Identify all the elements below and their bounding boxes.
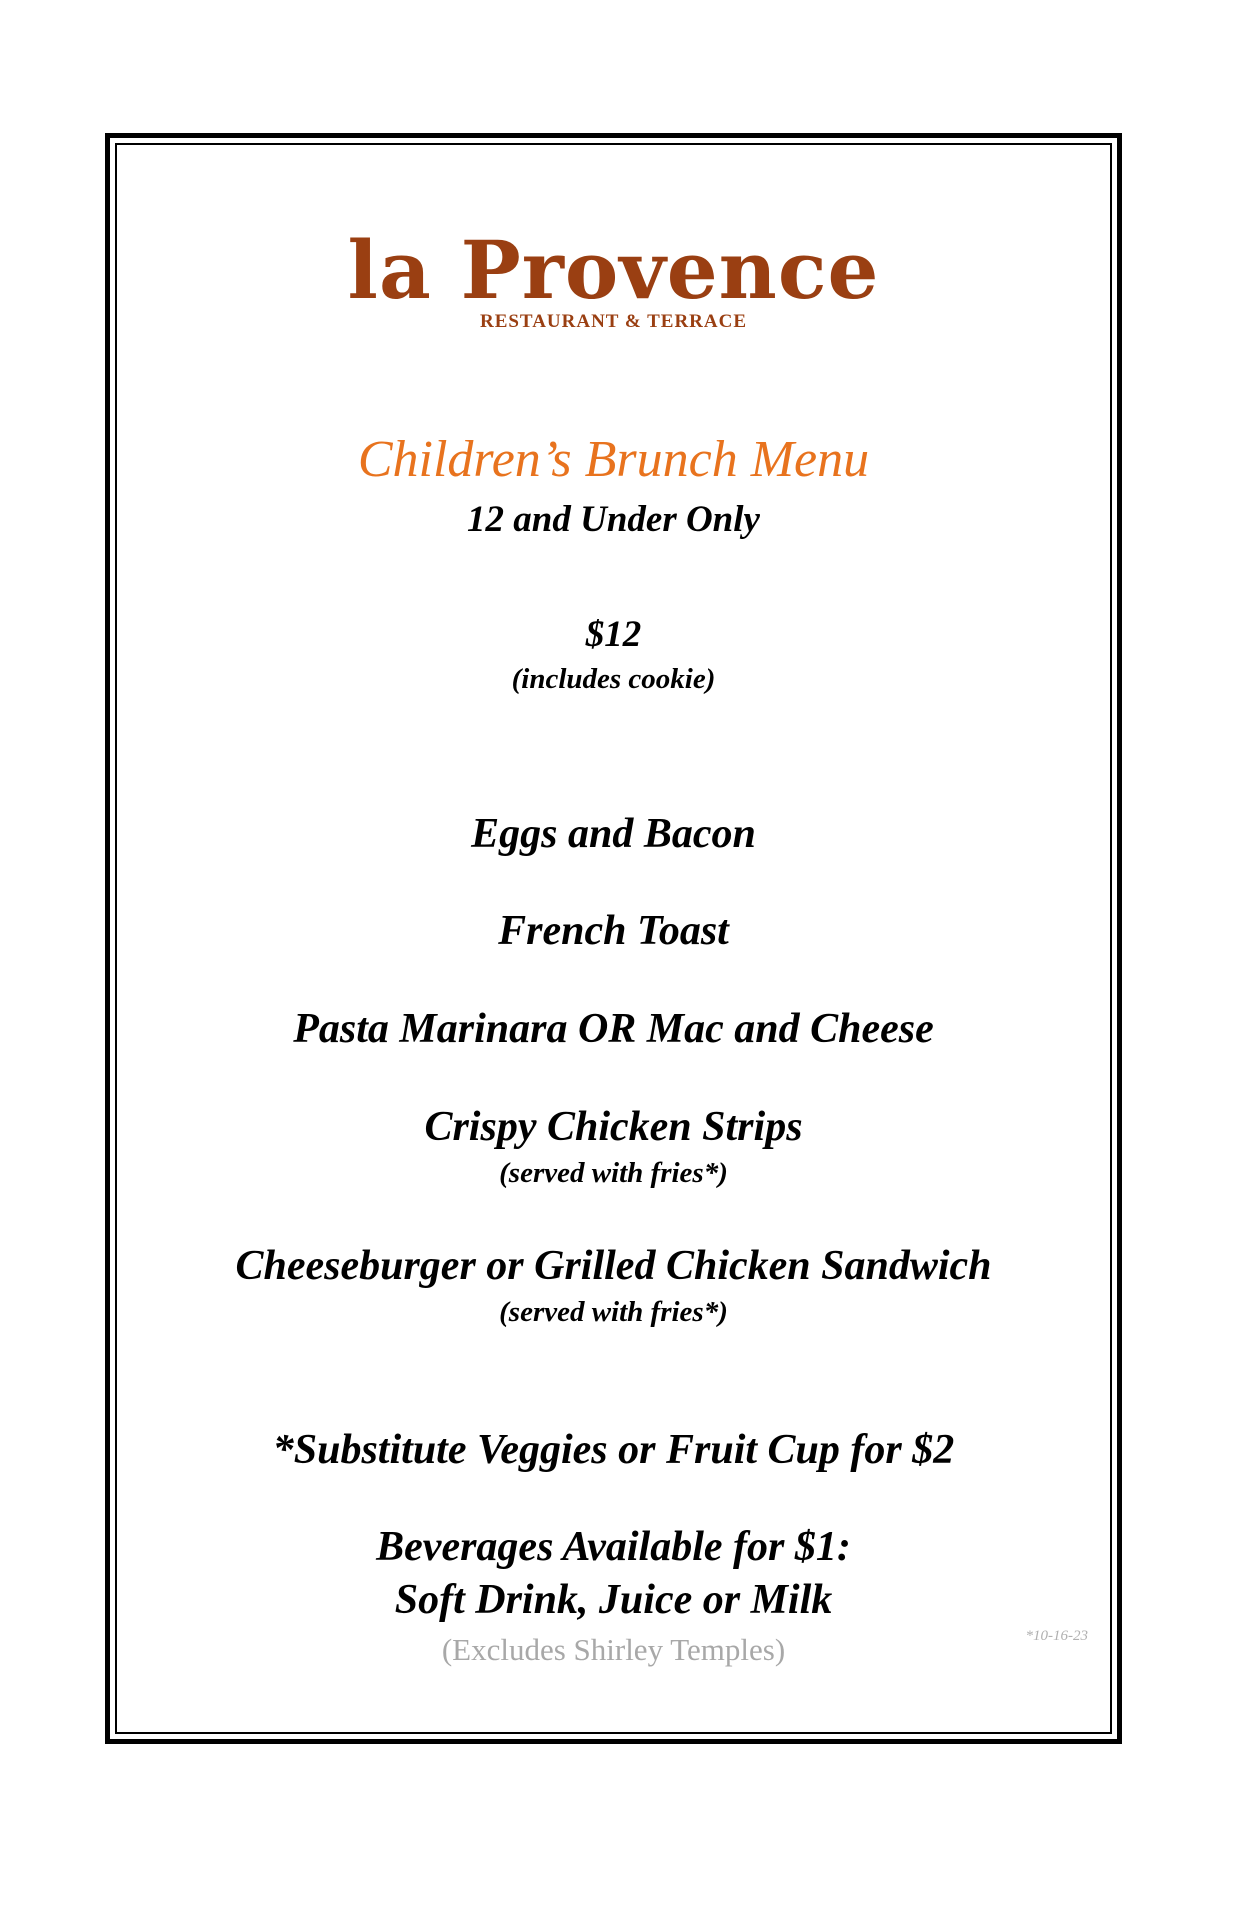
menu-item: Pasta Marinara OR Mac and Cheese xyxy=(293,1006,934,1052)
menu-item: Crispy Chicken Strips xyxy=(424,1104,803,1150)
logo-tagline: RESTAURANT & TERRACE xyxy=(479,311,748,332)
menu-item-note: (served with fries*) xyxy=(499,1296,728,1328)
menu-revision-code: *10-16-23 xyxy=(1025,1628,1088,1644)
menu-item: French Toast xyxy=(498,908,729,954)
menu-inner-border xyxy=(115,143,1112,1734)
menu-item-note: (served with fries*) xyxy=(499,1157,728,1189)
beverages-heading: Beverages Available for $1: xyxy=(376,1524,851,1570)
menu-subtitle: 12 and Under Only xyxy=(467,499,760,540)
substitute-note: *Substitute Veggies or Fruit Cup for $2 xyxy=(272,1427,955,1473)
menu-price: $12 xyxy=(585,614,642,655)
beverages-options: Soft Drink, Juice or Milk xyxy=(394,1577,833,1623)
menu-border xyxy=(105,133,1122,1744)
logo-wordmark: la Provence xyxy=(347,223,880,317)
menu-title: Children’s Brunch Menu xyxy=(357,431,870,488)
restaurant-logo xyxy=(117,225,1110,333)
beverages-exclusion: (Excludes Shirley Temples) xyxy=(441,1632,786,1667)
menu-item: Eggs and Bacon xyxy=(471,811,756,857)
menu-item: Cheeseburger or Grilled Chicken Sandwich xyxy=(235,1243,992,1289)
price-note: (includes cookie) xyxy=(511,663,716,695)
